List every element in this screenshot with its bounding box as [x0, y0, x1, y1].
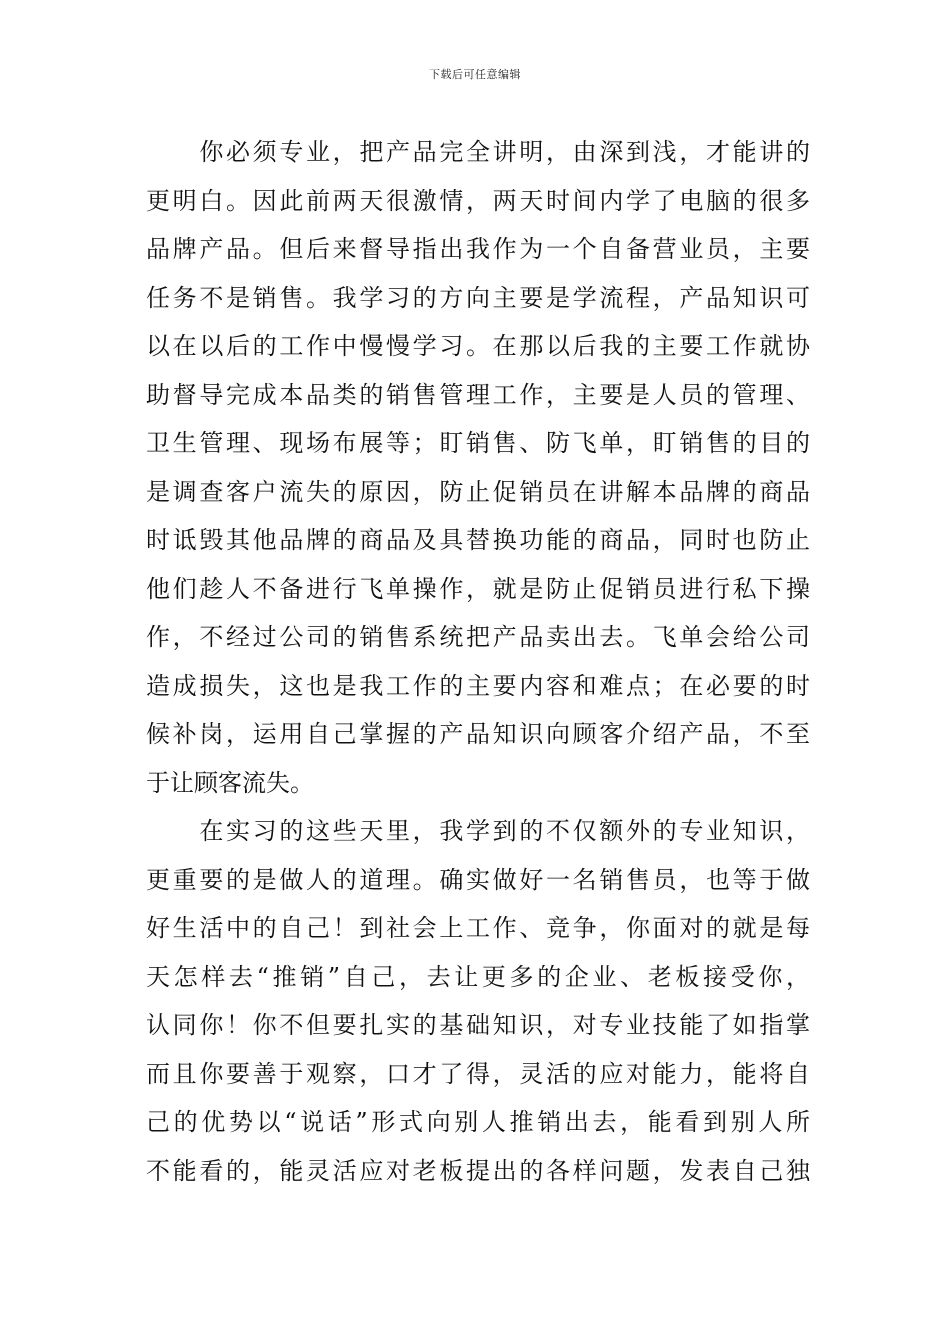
text-line: 造成损失，这也是我工作的主要内容和难点；在必要的时 [146, 671, 810, 700]
text-line: 他们趁人不备进行飞单操作，就是防止促销员进行私下操 [146, 574, 810, 603]
text-line: 好生活中的自己！到社会上工作、竞争，你面对的就是每 [146, 914, 810, 942]
text-line: 在实习的这些天里，我学到的不仅额外的专业知识， [146, 817, 810, 845]
text-line: 候补岗，运用自己掌握的产品知识向顾客介绍产品，不至 [146, 720, 810, 748]
text-line: 作，不经过公司的销售系统把产品卖出去。飞单会给公司 [146, 623, 810, 651]
text-line: 品牌产品。但后来督导指出我作为一个自备营业员，主要 [146, 235, 810, 263]
document-body [146, 128, 810, 1195]
text-line: 于让顾客流失。 [146, 768, 314, 797]
text-line: 天怎样去“推销”自己，去让更多的企业、老板接受你， [146, 962, 810, 991]
text-line: 任务不是销售。我学习的方向主要是学流程，产品知识可 [146, 283, 810, 312]
text-line: 不能看的，能灵活应对老板提出的各样问题，发表自己独 [146, 1156, 810, 1185]
text-line: 时诋毁其他品牌的商品及具替换功能的商品，同时也防止 [146, 526, 810, 554]
text-line: 你必须专业，把产品完全讲明，由深到浅，才能讲的 [146, 138, 810, 166]
text-line: 更重要的是做人的道理。确实做好一名销售员，也等于做 [146, 865, 810, 894]
text-line: 认同你！你不但要扎实的基础知识，对专业技能了如指掌 [146, 1011, 810, 1039]
text-line: 是调查客户流失的原因，防止促销员在讲解本品牌的商品 [146, 477, 810, 506]
text-line: 己的优势以“说话”形式向别人推销出去，能看到别人所 [146, 1108, 810, 1136]
text-line: 以在以后的工作中慢慢学习。在那以后我的主要工作就协 [146, 332, 810, 360]
text-line: 卫生管理、现场布展等；盯销售、防飞单，盯销售的目的 [146, 429, 810, 457]
text-line: 更明白。因此前两天很激情，两天时间内学了电脑的很多 [146, 186, 810, 215]
download-note: 下载后可任意编辑 [429, 68, 521, 81]
text-line: 而且你要善于观察，口才了得，灵活的应对能力，能将自 [146, 1059, 810, 1088]
text-line: 助督导完成本品类的销售管理工作，主要是人员的管理、 [146, 380, 810, 409]
